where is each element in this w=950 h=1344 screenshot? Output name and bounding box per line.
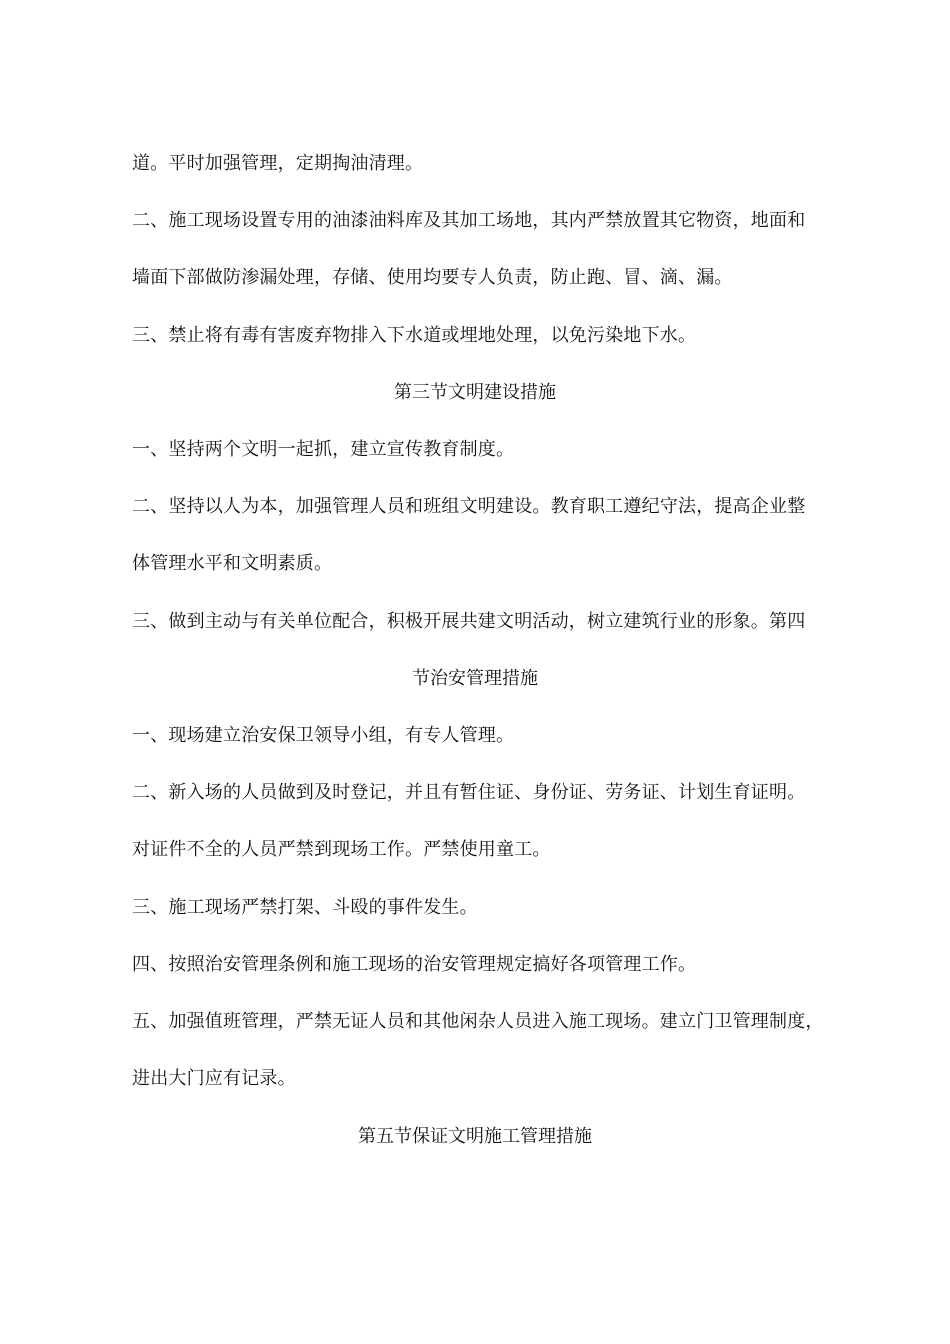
paragraph-line: 二、坚持以人为本，加强管理人员和班组文明建设。教育职工遵纪守法，提高企业整: [132, 496, 806, 517]
paragraph-line: 墙面下部做防渗漏处理，存储、使用均要专人负责，防止跑、冒、滴、漏。: [132, 267, 733, 288]
paragraph-line: 对证件不全的人员严禁到现场工作。严禁使用童工。: [132, 839, 551, 860]
section-heading: 第五节保证文明施工管理措施: [358, 1126, 592, 1147]
paragraph-line: 道。平时加强管理，定期掏油清理。: [132, 153, 424, 174]
paragraph-line: 五、加强值班管理，严禁无证人员和其他闲杂人员进入施工现场。建立门卫管理制度，: [132, 1011, 824, 1032]
section-heading: 节治安管理措施: [412, 668, 538, 689]
paragraph-line: 二、施工现场设置专用的油漆油料库及其加工场地，其内严禁放置其它物资，地面和: [132, 210, 806, 231]
paragraph-line: 体管理水平和文明素质。: [132, 553, 333, 574]
paragraph-line: 一、现场建立治安保卫领导小组，有专人管理。: [132, 725, 515, 746]
paragraph-line: 一、坚持两个文明一起抓，建立宣传教育制度。: [132, 439, 515, 460]
paragraph-line: 三、做到主动与有关单位配合，积极开展共建文明活动，树立建筑行业的形象。第四: [132, 611, 806, 632]
section-heading: 第三节文明建设措施: [394, 382, 556, 403]
paragraph-line: 二、新入场的人员做到及时登记，并且有暂住证、身份证、劳务证、计划生育证明。: [132, 782, 806, 803]
paragraph-line: 进出大门应有记录。: [132, 1068, 296, 1089]
paragraph-line: 三、禁止将有毒有害废弃物排入下水道或埋地处理，以免污染地下水。: [132, 325, 697, 346]
paragraph-line: 四、按照治安管理条例和施工现场的治安管理规定搞好各项管理工作。: [132, 954, 697, 975]
paragraph-line: 三、施工现场严禁打架、斗殴的事件发生。: [132, 897, 478, 918]
